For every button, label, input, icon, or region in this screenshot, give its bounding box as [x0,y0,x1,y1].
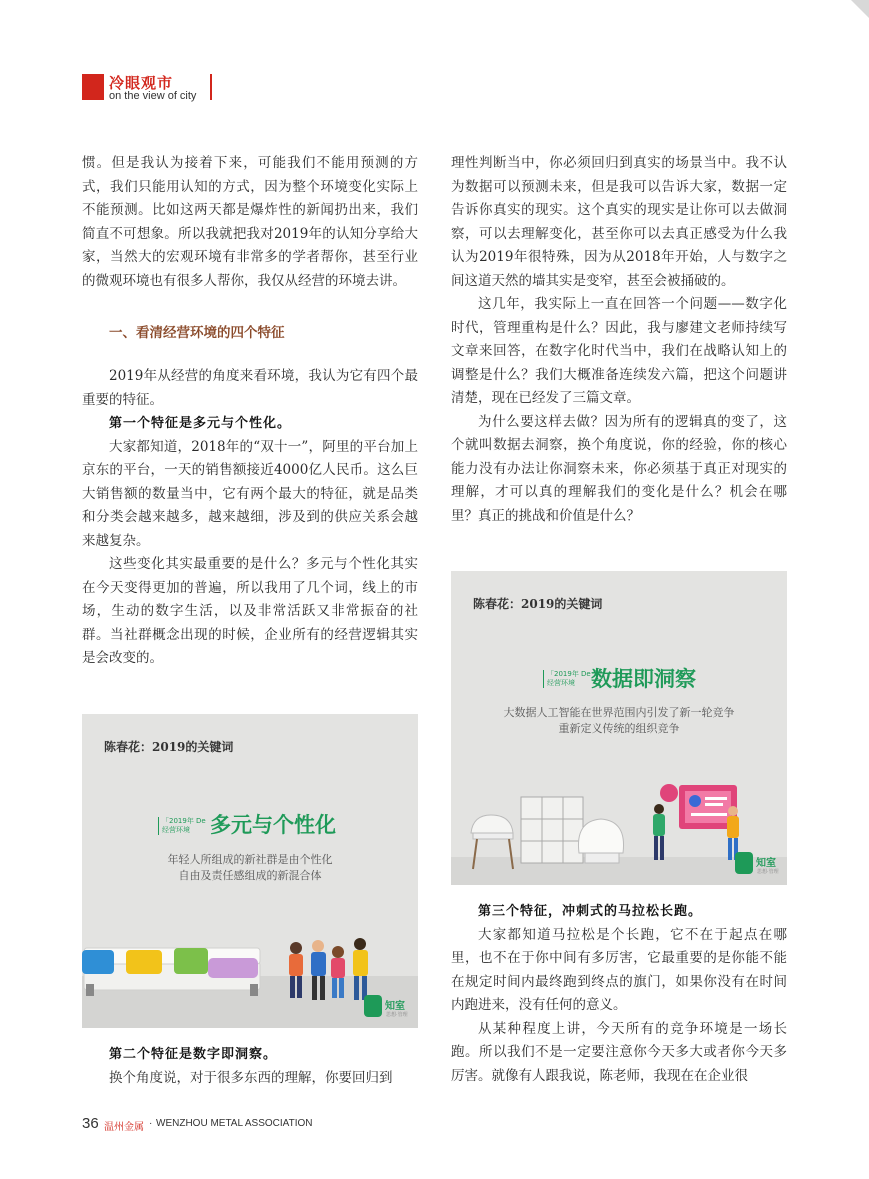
magazine-name: 温州金属 [104,1122,144,1133]
cushion-purple [208,958,258,978]
cushion-yellow [126,950,162,974]
zhishi-logo-icon [735,852,753,874]
subtitle-line: 自由及责任感组成的新混合体 [178,869,322,882]
badge-line: 「2019年 De [162,817,206,825]
logo-text: 知室 [756,858,776,869]
association-name: WENZHOU METAL ASSOCIATION [156,1118,313,1129]
figure-caption: 陈春花：2019的关键词 [104,740,234,754]
paragraph: 理性判断当中，你必须回归到真实的场景当中。我不认为数据可以预测未来，但是我可以告诉大家，数据一定告诉你真实的现实。这个真实的现实是让你可以去做洞察，可以去理解变化，甚至你可以去真正感受为什么我认为2019年很特殊，因为从2018年开始，人与数字之间这道天然的墙其实是变窄，甚至会被捅破的。 [451,155,787,289]
figure-data-insight [451,571,787,885]
paragraph: 这些变化其实最重要的是什么？多元与个性化其实在今天变得更加的普遍，所以我用了几个词，线上的市场，生动的数字生活，以及非常活跃又非常振奋的社群。当社群概念出现的时候，企业所有的经营逻辑其实是会改变的。 [82,556,418,666]
paragraph: 大家都知道马拉松是个长跑，它不在于起点在哪里，也不在于你中间有多厉害，它最重要的是你能不能在规定时间内最终跑到终点的旗门，如果你没有在时间内跑进来，没有任何的意义。 [451,926,787,1013]
logo-subtext: 思想·管理 [386,1012,408,1018]
sofa-leg [86,984,94,996]
paragraph: 从某种程度上讲，今天所有的竞争环境是一场长跑。所以我们不是一定要注意你今天多大或者你今天多厉害。就像有人跟我说，陈老师，我现在在企业很 [451,1020,787,1084]
zhishi-logo-icon [364,995,382,1017]
footer-separator: · [149,1118,153,1129]
sofa-people-illustration [82,714,418,1028]
subtitle-line: 大数据人工智能在世界范围内引发了新一轮竞争 [503,706,735,719]
figure-keyword: 多元与个性化 [210,813,336,837]
paragraph: 大家都知道，2018年的“双十一”，阿里的平台加上京东的平台，一天的销售额接近4000亿人民币。这么巨大销售额的数量当中，它有两个最大的特征，就是品类和分类会越来越多，越来越细，涉及到的供应关系会越来越复杂。 [82,438,418,549]
cushion-green [174,948,208,974]
office-illustration [451,571,787,885]
paragraph: 2019年从经营的角度来看环境，我认为它有四个最重要的特征。 [82,368,418,408]
header-red-square [82,74,104,100]
subtitle-line: 年轻人所组成的新社群是由个性化 [167,853,333,866]
data-board [660,784,737,829]
badge-line: 经营环境 [162,826,190,834]
header-divider [210,74,212,100]
feature-heading: 第三个特征，冲刺式的马拉松长跑。 [478,904,703,919]
right-column-bottom [451,900,787,1088]
column-name-en: on the view of city [109,90,197,102]
right-column [451,152,787,528]
paragraph: 换个角度说，对于很多东西的理解，你要回归到 [109,1069,393,1086]
logo-subtext: 思想·管理 [757,869,779,875]
feature-heading: 第二个特征是数字即洞察。 [109,1047,278,1062]
column-name: 冷眼观市 [109,74,174,92]
paragraph: 为什么要这样去做？因为所有的逻辑真的变了，这个就叫数据去洞察，换个角度说，你的经验，你的核心能力没有办法让你洞察未来，你必须基于真正对现实的理解，才可以真的理解我们的变化是什么？机会在哪里？真正的挑战和价值是什么？ [451,413,787,524]
cushion-blue [82,950,114,974]
logo-text: 知室 [385,1001,405,1012]
paragraph: 惯。但是我认为接着下来，可能我们不能用预测的方式，我们只能用认知的方式，因为整个环境变化实际上不能预测。比如这两天都是爆炸性的新闻扔出来，我们简直不可想象。所以我就把我对2019年的认知分享给大家，当然大的宏观环境有非常多的学者帮你，甚至行业的微观环境也有很多人帮你，我仅从经营的环境去讲。 [82,155,418,289]
section-heading: 一、看清经营环境的四个特征 [109,325,285,341]
badge-line: 「2019年 De [547,670,591,678]
left-column-bottom [82,1043,418,1090]
left-column [82,152,418,671]
figure-diversity [82,714,418,1028]
badge-line: 经营环境 [547,679,575,687]
subtitle-line: 重新定义传统的组织竞争 [558,722,680,735]
armchair [578,819,623,863]
sofa-leg [250,984,258,996]
feature-heading: 第一个特征是多元与个性化。 [109,416,292,431]
figure-caption: 陈春花：2019的关键词 [473,597,603,611]
page-corner-fold [851,0,869,18]
figure-keyword: 数据即洞察 [591,667,696,691]
page-number: 36 [82,1115,99,1132]
shelf [521,797,583,863]
paragraph: 这几年，我实际上一直在回答一个问题——数字化时代，管理重构是什么？因此，我与廖建文老师持续写文章来回答，在数字化时代当中，我们在战略认知上的调整是什么？我们大概准备连续发六篇，把这个问题讲清楚，现在已经发了三篇文章。 [451,296,787,406]
